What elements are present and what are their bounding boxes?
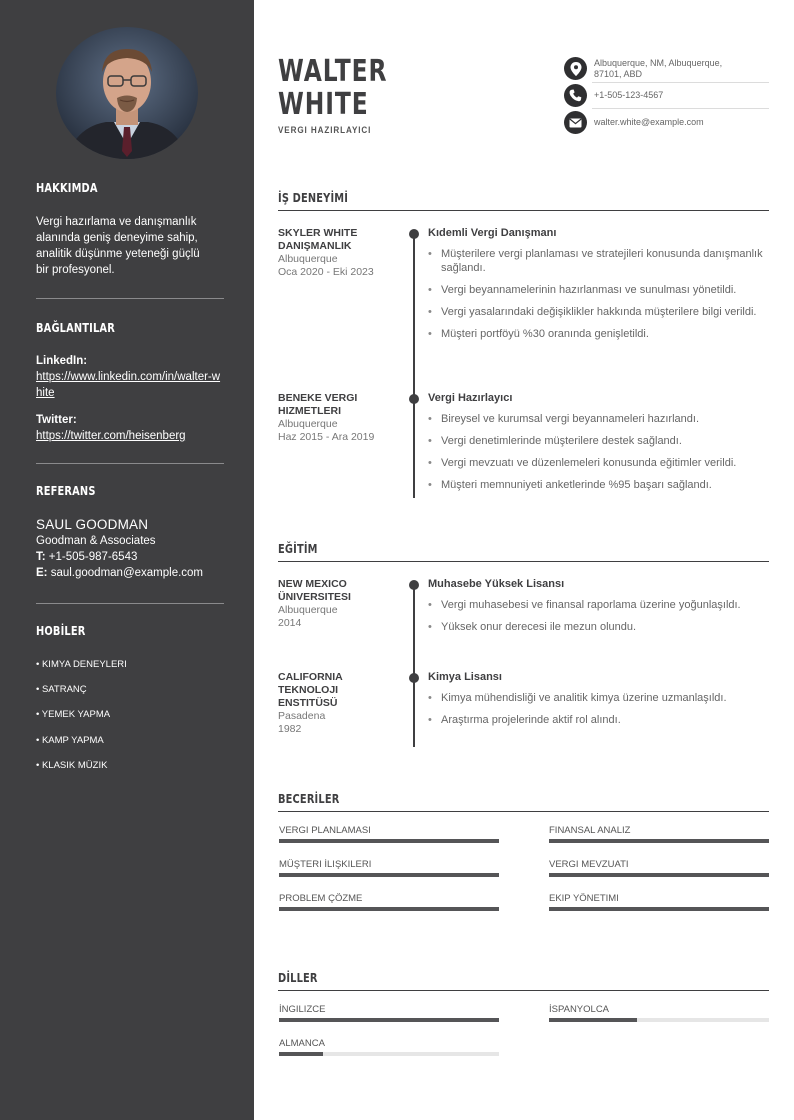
experience-bullet: • Vergi mevzuatı ve düzenlemeleri konusunda eğitimler verildi.	[428, 456, 768, 470]
experience-role: Kıdemli Vergi Danışmanı	[428, 227, 557, 239]
experience-bullet: • Vergi denetimlerinde müşterilere destek sağlandı.	[428, 434, 768, 448]
education-org: TEKNOLOJI	[278, 684, 339, 696]
reference-heading: REFERANS	[36, 484, 96, 498]
skill-item	[549, 859, 769, 877]
skill-name: VERGI PLANLAMASI	[279, 825, 371, 836]
experience-org: BENEKE VERGI	[278, 392, 358, 404]
experience-location: Albuquerque	[278, 418, 338, 430]
contact-divider	[592, 108, 769, 109]
section-rule	[278, 990, 769, 991]
phone-icon	[564, 84, 587, 107]
education-org: ENSTITÜSÜ	[278, 697, 338, 709]
skill-bar	[279, 839, 499, 843]
language-name: İSPANYOLCA	[549, 1004, 610, 1015]
twitter-label: Twitter:	[36, 414, 77, 426]
phone-text: +1-505-123-4567	[594, 90, 664, 100]
hobby-item: • YEMEK YAPMA	[36, 709, 111, 720]
email-text: walter.white@example.com	[594, 117, 704, 127]
timeline-dot	[409, 580, 419, 590]
contact-address	[564, 57, 769, 80]
experience-bullet: • Müşterilere vergi planlaması ve stratejileri konusunda danışmanlık sağlandı.	[428, 247, 768, 275]
education-degree: Kimya Lisansı	[428, 671, 502, 683]
skill-bar-fill	[279, 873, 499, 877]
reference-block	[36, 517, 226, 581]
hobby-item: • KLASIK MÜZIK	[36, 760, 108, 771]
reference-name: SAUL GOODMAN	[36, 517, 149, 532]
reference-company: Goodman & Associates	[36, 535, 156, 547]
contact-phone	[564, 84, 769, 107]
skill-name: EKIP YÖNETIMI	[549, 893, 619, 904]
reference-email: saul.goodman@example.com	[50, 567, 204, 579]
avatar	[56, 27, 198, 159]
hobby-item: • SATRANÇ	[36, 684, 87, 695]
divider	[36, 463, 224, 464]
education-bullet: • Yüksek onur derecesi ile mezun olundu.	[428, 620, 768, 634]
about-text: Vergi hazırlama ve danışmanlık alanında geniş deneyime sahip, analitik düşünme yeteneği güçlü bir profesyonel.	[36, 216, 200, 276]
language-bar-fill	[549, 1018, 637, 1022]
experience-org: HIZMETLERI	[278, 405, 341, 417]
education-org-block	[278, 578, 396, 630]
section-rule	[278, 561, 769, 562]
education-bullet: • Araştırma projelerinde aktif rol alındı.	[428, 713, 768, 727]
timeline-dot	[409, 229, 419, 239]
skill-item	[279, 825, 499, 843]
linkedin-link-block	[36, 353, 221, 401]
address-line-1: Albuquerque, NM, Albuquerque,	[594, 58, 723, 68]
experience-bullet: • Vergi yasalarındaki değişiklikler hakkında müşterilere bilgi verildi.	[428, 305, 768, 319]
location-pin-icon	[564, 57, 587, 80]
twitter-link-block	[36, 412, 221, 444]
skill-name: FINANSAL ANALIZ	[549, 825, 631, 836]
section-rule	[278, 811, 769, 812]
linkedin-link[interactable]: https://www.linkedin.com/in/walter-white	[36, 371, 221, 399]
skill-bar-fill	[549, 839, 769, 843]
education-org: CALIFORNIA	[278, 671, 343, 683]
education-degree: Muhasebe Yüksek Lisansı	[428, 578, 565, 590]
experience-dates: Haz 2015 - Ara 2019	[278, 431, 375, 443]
education-timeline	[413, 583, 415, 747]
hobbies-heading: HOBİLER	[36, 624, 86, 638]
experience-org-block	[278, 227, 396, 279]
language-name: ALMANCA	[279, 1038, 325, 1049]
skill-bar	[549, 839, 769, 843]
skill-item	[549, 893, 769, 911]
hobby-item: • KAMP YAPMA	[36, 735, 104, 746]
languages-heading: DİLLER	[278, 971, 318, 985]
section-rule	[278, 210, 769, 211]
experience-dates: Oca 2020 - Eki 2023	[278, 266, 374, 278]
experience-bullet: • Vergi beyannamelerinin hazırlanması ve sunulması yönetildi.	[428, 283, 768, 297]
timeline-dot	[409, 673, 419, 683]
skill-item	[279, 859, 499, 877]
experience-org: DANIŞMANLIK	[278, 240, 352, 252]
language-bar	[549, 1018, 769, 1022]
skill-bar-fill	[279, 839, 499, 843]
education-org: NEW MEXICO	[278, 578, 347, 590]
language-name: İNGILIZCE	[279, 1004, 326, 1015]
experience-details	[428, 392, 768, 500]
language-item	[279, 1038, 499, 1056]
skill-name: MÜŞTERI İLIŞKILERI	[279, 859, 372, 870]
experience-bullet: • Bireysel ve kurumsal vergi beyannameleri hazırlandı.	[428, 412, 768, 426]
skill-name: VERGI MEVZUATI	[549, 859, 629, 870]
first-name: WALTER	[278, 54, 388, 89]
job-title: VERGI HAZIRLAYICI	[278, 125, 372, 135]
education-location: Pasadena	[278, 710, 326, 722]
experience-org: SKYLER WHITE	[278, 227, 358, 239]
education-org-block	[278, 671, 396, 736]
language-item	[279, 1004, 499, 1022]
skill-bar	[549, 907, 769, 911]
experience-org-block	[278, 392, 396, 444]
language-bar-fill	[279, 1052, 323, 1056]
reference-phone-label: T:	[36, 551, 46, 563]
education-details	[428, 671, 768, 735]
reference-email-label: E:	[36, 567, 48, 579]
experience-role: Vergi Hazırlayıcı	[428, 392, 513, 404]
contact-divider	[592, 82, 769, 83]
skill-bar	[279, 907, 499, 911]
education-bullet: • Kimya mühendisliği ve analitik kimya üzerine uzmanlaşıldı.	[428, 691, 768, 705]
education-location: Albuquerque	[278, 604, 338, 616]
education-heading: EĞİTİM	[278, 542, 318, 556]
envelope-icon	[564, 111, 587, 134]
timeline-dot	[409, 394, 419, 404]
sidebar	[0, 0, 254, 1120]
skill-item	[279, 893, 499, 911]
education-details	[428, 578, 768, 642]
experience-timeline	[413, 232, 415, 498]
experience-details	[428, 227, 768, 349]
education-year: 1982	[278, 723, 302, 735]
about-heading: HAKKIMDA	[36, 181, 98, 195]
education-org: ÜNIVERSITESI	[278, 591, 351, 603]
address-line-2: 87101, ABD	[594, 69, 643, 79]
experience-bullet: • Müşteri portföyü %30 oranında genişletildi.	[428, 327, 768, 341]
experience-heading: İŞ DENEYİMİ	[278, 191, 349, 205]
language-bar	[279, 1052, 499, 1056]
hobby-item: • KIMYA DENEYLERI	[36, 659, 127, 670]
skill-bar-fill	[549, 873, 769, 877]
skill-item	[549, 825, 769, 843]
language-bar-fill	[279, 1018, 499, 1022]
links-heading: BAĞLANTILAR	[36, 321, 115, 335]
portrait-image	[56, 27, 198, 159]
education-year: 2014	[278, 617, 302, 629]
skill-bar	[279, 873, 499, 877]
twitter-link[interactable]: https://twitter.com/heisenberg	[36, 430, 186, 442]
contact-email	[564, 111, 769, 134]
divider	[36, 603, 224, 604]
last-name: WHITE	[278, 87, 369, 122]
experience-location: Albuquerque	[278, 253, 338, 265]
education-bullet: • Vergi muhasebesi ve finansal raporlama üzerine yoğunlaşıldı.	[428, 598, 768, 612]
skill-bar-fill	[279, 907, 499, 911]
skill-name: PROBLEM ÇÖZME	[279, 893, 363, 904]
skill-bar	[549, 873, 769, 877]
linkedin-label: LinkedIn:	[36, 355, 88, 367]
experience-bullet: • Müşteri memnuniyeti anketlerinde %95 başarı sağlandı.	[428, 478, 768, 492]
skills-heading: BECERİLER	[278, 792, 340, 806]
divider	[36, 298, 224, 299]
language-bar	[279, 1018, 499, 1022]
reference-phone: +1-505-987-6543	[48, 551, 138, 563]
skill-bar-fill	[549, 907, 769, 911]
language-item	[549, 1004, 769, 1022]
